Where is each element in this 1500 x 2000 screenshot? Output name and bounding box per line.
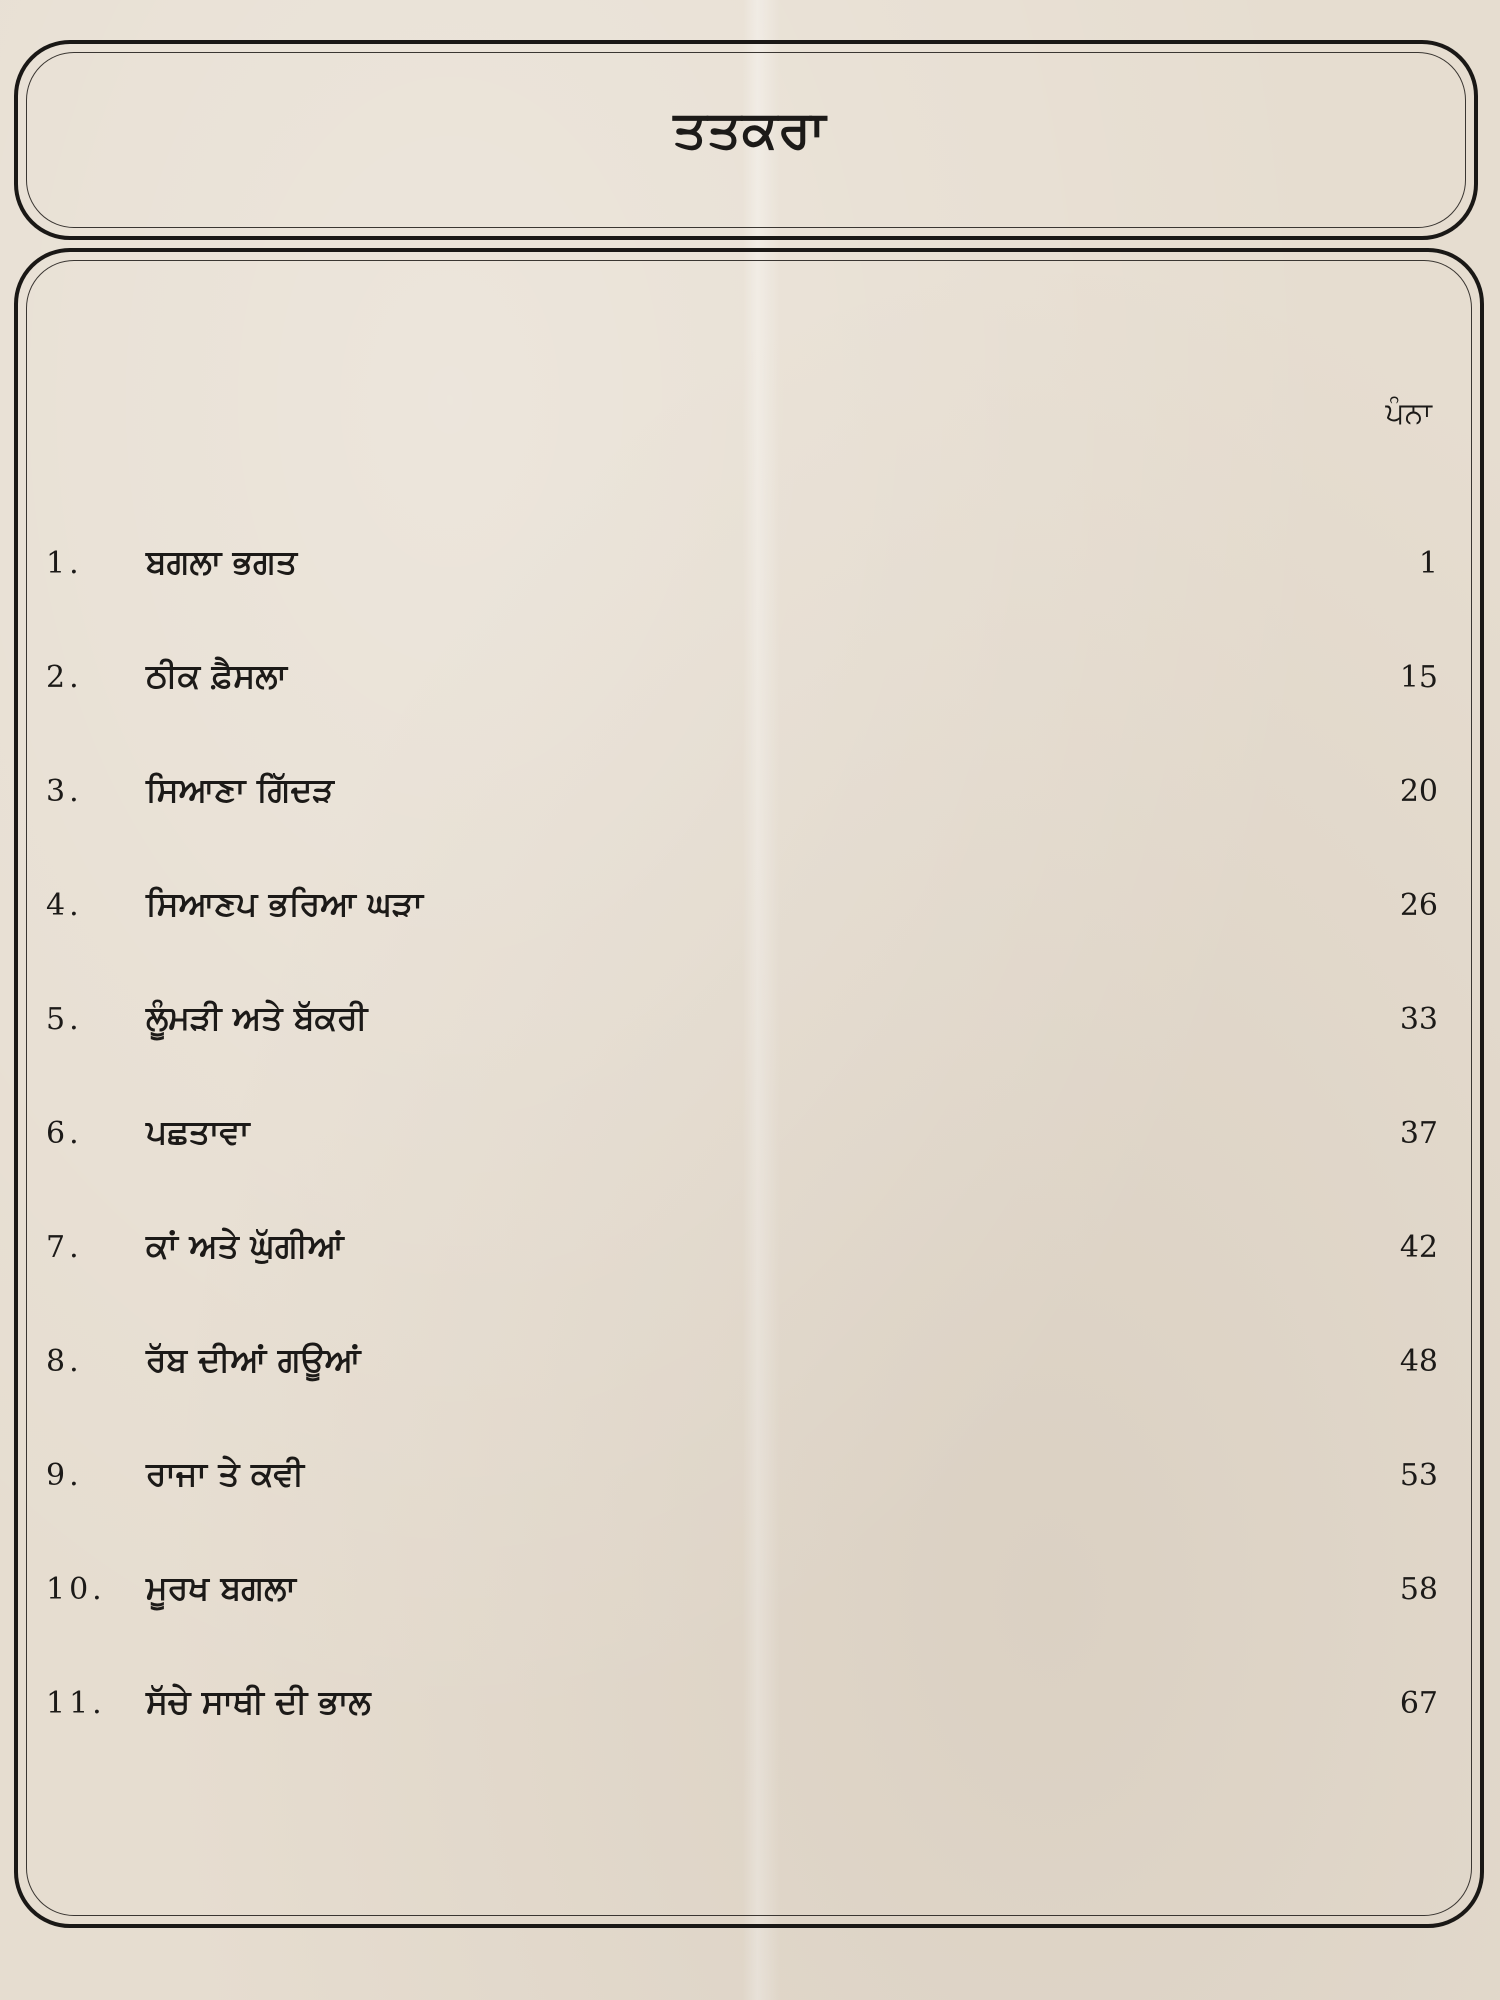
- entry-page: 37: [1399, 1116, 1438, 1151]
- entry-page: 33: [1399, 1002, 1438, 1037]
- entry-page: 53: [1399, 1458, 1438, 1493]
- entry-title: ਸਿਆਣਾ ਗਿੱਦੜ: [146, 770, 334, 809]
- entry-page: 15: [1399, 660, 1438, 695]
- toc-entry[interactable]: [0, 656, 1500, 710]
- entry-number: 5.: [46, 1002, 83, 1037]
- entry-title: ਸੱਚੇ ਸਾਥੀ ਦੀ ਭਾਲ: [146, 1682, 371, 1721]
- entry-title: ਬਗਲਾ ਭਗਤ: [146, 542, 298, 581]
- entry-number: 4.: [46, 888, 83, 923]
- entry-page: 1: [1418, 546, 1438, 581]
- entry-number: 8.: [46, 1344, 83, 1379]
- entry-title: ਰਾਜਾ ਤੇ ਕਵੀ: [146, 1454, 305, 1493]
- entry-page: 58: [1399, 1572, 1438, 1607]
- toc-entry[interactable]: [0, 1112, 1500, 1166]
- page-column-header: ਪੰਨਾ: [1385, 396, 1432, 431]
- entry-page: 26: [1399, 888, 1438, 923]
- entry-number: 7.: [46, 1230, 83, 1265]
- entry-page: 42: [1399, 1230, 1438, 1265]
- toc-entry[interactable]: [0, 1568, 1500, 1622]
- toc-entry[interactable]: [0, 1340, 1500, 1394]
- entry-number: 9.: [46, 1458, 83, 1493]
- toc-entry[interactable]: [0, 1682, 1500, 1736]
- entry-title: ਰੱਬ ਦੀਆਂ ਗਊਆਂ: [146, 1340, 361, 1379]
- entry-title: ਸਿਆਣਪ ਭਰਿਆ ਘੜਾ: [146, 884, 424, 923]
- entry-number: 10.: [46, 1572, 106, 1607]
- page-title: ਤਤਕਰਾ: [673, 100, 827, 160]
- entry-title: ਕਾਂ ਅਤੇ ਘੁੱਗੀਆਂ: [146, 1226, 344, 1265]
- entry-title: ਪਛਤਾਵਾ: [146, 1112, 250, 1151]
- toc-entry[interactable]: [0, 542, 1500, 596]
- toc-entry[interactable]: [0, 884, 1500, 938]
- contents-frame: [14, 248, 1484, 1928]
- entry-title: ਲੂੰਮੜੀ ਅਤੇ ਬੱਕਰੀ: [146, 998, 368, 1037]
- entry-page: 48: [1399, 1344, 1438, 1379]
- entry-number: 2.: [46, 660, 83, 695]
- entry-number: 1.: [46, 546, 83, 581]
- toc-entry[interactable]: [0, 1454, 1500, 1508]
- toc-entry[interactable]: [0, 998, 1500, 1052]
- entry-number: 3.: [46, 774, 83, 809]
- entry-number: 6.: [46, 1116, 83, 1151]
- entry-page: 20: [1399, 774, 1438, 809]
- entry-page: 67: [1399, 1686, 1438, 1721]
- toc-entry[interactable]: [0, 1226, 1500, 1280]
- toc-entry[interactable]: [0, 770, 1500, 824]
- entry-title: ਠੀਕ ਫ਼ੈਸਲਾ: [146, 656, 287, 695]
- entry-title: ਮੂਰਖ ਬਗਲਾ: [146, 1568, 296, 1607]
- entry-number: 11.: [46, 1686, 106, 1721]
